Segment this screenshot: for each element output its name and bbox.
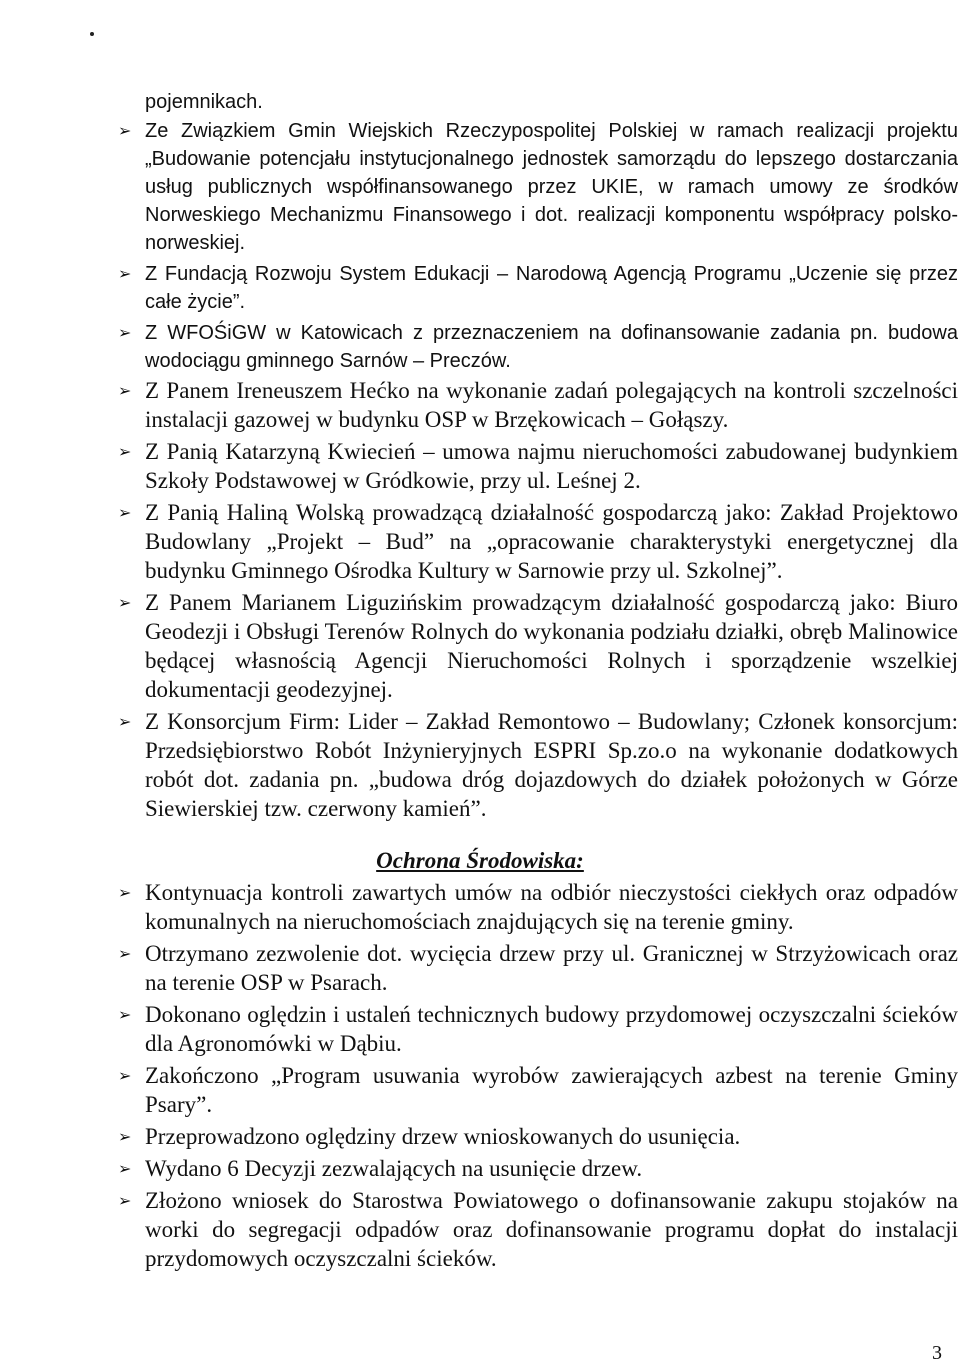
list-item [118, 1000, 958, 1058]
list-item-text: Zakończono „Program usuwania wyrobów zawierających azbest na terenie Gminy Psary”. [145, 1063, 958, 1117]
list-item [118, 878, 958, 936]
list-item-text: Kontynuacja kontroli zawartych umów na odbiór nieczystości ciekłych oraz odpadów komunalnych na nieruchomościach znajdujących się na terenie gminy. [145, 880, 958, 934]
arrow-bullet-icon: ➢ [118, 381, 132, 400]
arrow-bullet-icon: ➢ [118, 1159, 132, 1178]
list-item-text: Wydano 6 Decyzji zezwalających na usunięcie drzew. [145, 1156, 643, 1181]
list-item [118, 1186, 958, 1273]
page-number: 3 [932, 1342, 942, 1364]
list-item [118, 376, 958, 434]
arrow-bullet-icon: ➢ [118, 1191, 132, 1210]
list-item [118, 939, 958, 997]
continuation-text: pojemnikach. [145, 91, 263, 113]
list-item-text: Ze Związkiem Gmin Wiejskich Rzeczypospolitej Polskiej w ramach realizacji projektu „Budowanie potencjału instytucjonalnego jednostek samorządu do lepszego dostarczania usług publicznych współfinansowanego przez UKIE, w ramach umowy ze środków Norweskiego Mechanizmu Finansowego i dot. realizacji komponentu współpracy polsko-norweskiej. [145, 120, 958, 254]
list-item [118, 498, 958, 585]
list-item [118, 117, 958, 257]
list-item-text: Otrzymano zezwolenie dot. wycięcia drzew przy ul. Granicznej w Strzyżowicach oraz na terenie OSP w Psarach. [145, 941, 958, 995]
list-item [118, 1154, 958, 1183]
list-item-text: Z Konsorcjum Firm: Lider – Zakład Remontowo – Budowlany; Członek konsorcjum: Przedsiębiorstwo Robót Inżynieryjnych ESPRI Sp.zo.o na wykonanie dodatkowych robót dot. zadania pn. „budowa dróg dojazdowych do działek położonych w Górze Siewierskiej tzw. czerwony kamień”. [145, 709, 958, 821]
arrow-bullet-icon: ➢ [118, 503, 132, 522]
arrow-bullet-icon: ➢ [118, 593, 132, 612]
arrow-bullet-icon: ➢ [118, 1066, 132, 1085]
list-item-text: Z Panią Katarzyną Kwiecień – umowa najmu nieruchomości zabudowanej budynkiem Szkoły Podstawowej w Gródkowie, przy ul. Leśnej 2. [145, 439, 958, 493]
list-item-text: Z Panią Haliną Wolską prowadzącą działalność gospodarczą jako: Zakład Projektowo Budowlany „Projekt – Bud” na „opracowanie charakterystyki energetycznej dla budynku Gminnego Ośrodka Kultury w Sarnowie przy ul. Szkolnej”. [145, 500, 958, 583]
list-item-text: Z Fundacją Rozwoju System Edukacji – Narodową Agencją Programu „Uczenie się przez całe życie”. [145, 263, 958, 313]
list-item-text: Przeprowadzono oględziny drzew wnioskowanych do usunięcia. [145, 1124, 741, 1149]
list-item [118, 1061, 958, 1119]
arrow-bullet-icon: ➢ [118, 944, 132, 963]
list-item [118, 260, 958, 316]
arrow-bullet-icon: ➢ [118, 1127, 132, 1146]
list-item [118, 588, 958, 704]
list-item-text: Z Panem Ireneuszem Hećko na wykonanie zadań polegających na kontroli szczelności instalacji gazowej w budynku OSP w Brzękowicach – Gołąszy. [145, 378, 958, 432]
arrow-bullet-icon: ➢ [118, 1005, 132, 1024]
arrow-bullet-icon: ➢ [118, 264, 132, 283]
section-title: Ochrona Środowiska: [376, 848, 584, 873]
list-item-text: Z Panem Marianem Liguzińskim prowadzącym działalność gospodarczą jako: Biuro Geodezji i Obsługi Terenów Rolnych do wykonania podziału działki, obręb Malinowice będącej własnością Agencji Nieruchomości Rolnych i sporządzenie wszelkiej dokumentacji geodezyjnej. [145, 590, 958, 702]
list-item [118, 319, 958, 375]
arrow-bullet-icon: ➢ [118, 442, 132, 461]
cooperation-list-sans [118, 117, 958, 378]
environment-list [118, 878, 958, 1276]
arrow-bullet-icon: ➢ [118, 712, 132, 731]
arrow-bullet-icon: ➢ [118, 323, 132, 342]
arrow-bullet-icon: ➢ [118, 121, 132, 140]
arrow-bullet-icon: ➢ [118, 883, 132, 902]
list-item-text: Z WFOŚiGW w Katowicach z przeznaczeniem na dofinansowanie zadania pn. budowa wodociągu gminnego Sarnów – Preczów. [145, 322, 958, 372]
list-item-text: Dokonano oględzin i ustaleń technicznych budowy przydomowej oczyszczalni ścieków dla Agronomówki w Dąbiu. [145, 1002, 958, 1056]
cooperation-list-serif [118, 376, 958, 826]
list-item [118, 707, 958, 823]
scan-speck [90, 32, 94, 36]
list-item [118, 1122, 958, 1151]
list-item [118, 437, 958, 495]
list-item-text: Złożono wniosek do Starostwa Powiatowego o dofinansowanie zakupu stojaków na worki do segregacji odpadów oraz dofinansowanie programu dopłat do instalacji przydomowych oczyszczalni ścieków. [145, 1188, 958, 1271]
